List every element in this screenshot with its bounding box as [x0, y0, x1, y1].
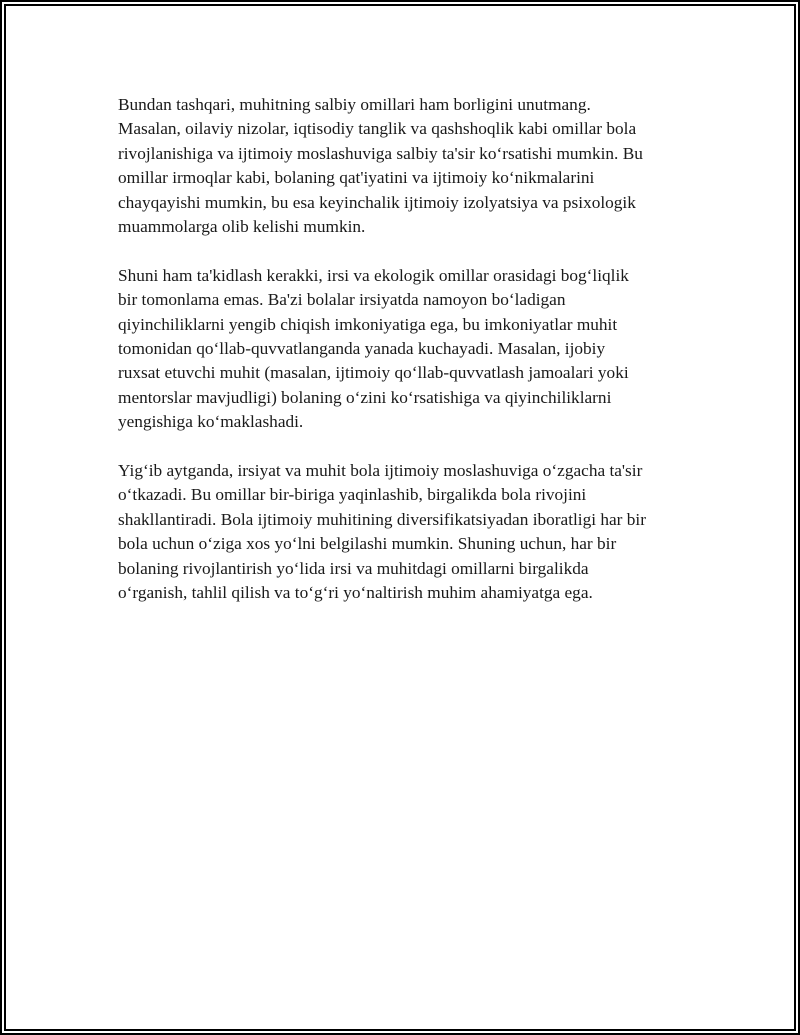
text-line: omillar irmoqlar kabi, bolaning qat'iyatini va ijtimoiy ko‘nikmalarini [118, 168, 595, 188]
text-line: bolaning rivojlantirish yo‘lida irsi va muhitdagi omillarni birgalikda [118, 558, 589, 578]
text-line: ruxsat etuvchi muhit (masalan, ijtimoiy qo‘llab-quvvatlash jamoalari yoki [118, 363, 629, 383]
text-line: muammolarga olib kelishi mumkin. [118, 217, 366, 237]
text-line: qiyinchiliklarni yengib chiqish imkoniyatiga ega, bu imkoniyatlar muhit [118, 314, 618, 334]
text-line: Masalan, oilaviy nizolar, iqtisodiy tanglik va qashshoqlik kabi omillar bola [118, 119, 637, 139]
text-line: bola uchun o‘ziga xos yo‘lni belgilashi mumkin. Shuning uchun, har bir [118, 534, 617, 554]
text-line: o‘rganish, tahlil qilish va to‘g‘ri yo‘naltirish muhim ahamiyatga ega. [118, 583, 593, 603]
paragraph-3 [118, 459, 698, 605]
text-line: Shuni ham ta'kidlash kerakki, irsi va ekologik omillar orasidagi bog‘liqlik [118, 265, 629, 285]
text-line: bir tomonlama emas. Ba'zi bolalar irsiyatda namoyon bo‘ladigan [118, 290, 566, 310]
text-line: Yig‘ib aytganda, irsiyat va muhit bola ijtimoiy moslashuviga o‘zgacha ta'sir [118, 461, 643, 481]
text-line: Bundan tashqari, muhitning salbiy omillari ham borligini unutmang. [118, 95, 591, 114]
text-line: tomonidan qo‘llab-quvvatlanganda yanada kuchayadi. Masalan, ijobiy [118, 339, 606, 359]
document-body [118, 93, 698, 630]
text-line: mentorslar mavjudligi) bolaning o‘zini ko‘rsatishiga va qiyinchiliklarni [118, 387, 612, 407]
paragraph-1 [118, 93, 698, 239]
text-line: chayqayishi mumkin, bu esa keyinchalik ijtimoiy izolyatsiya va psixologik [118, 192, 636, 212]
text-line: shakllantiradi. Bola ijtimoiy muhitining diversifikatsiyadan iboratligi har bir [118, 509, 646, 529]
paragraph-2 [118, 264, 698, 435]
text-line: yengishiga ko‘maklashadi. [118, 412, 304, 432]
text-line: rivojlanishiga va ijtimoiy moslashuviga salbiy ta'sir ko‘rsatishi mumkin. Bu [118, 143, 643, 163]
text-line: o‘tkazadi. Bu omillar bir-biriga yaqinlashib, birgalikda bola rivojini [118, 485, 587, 505]
